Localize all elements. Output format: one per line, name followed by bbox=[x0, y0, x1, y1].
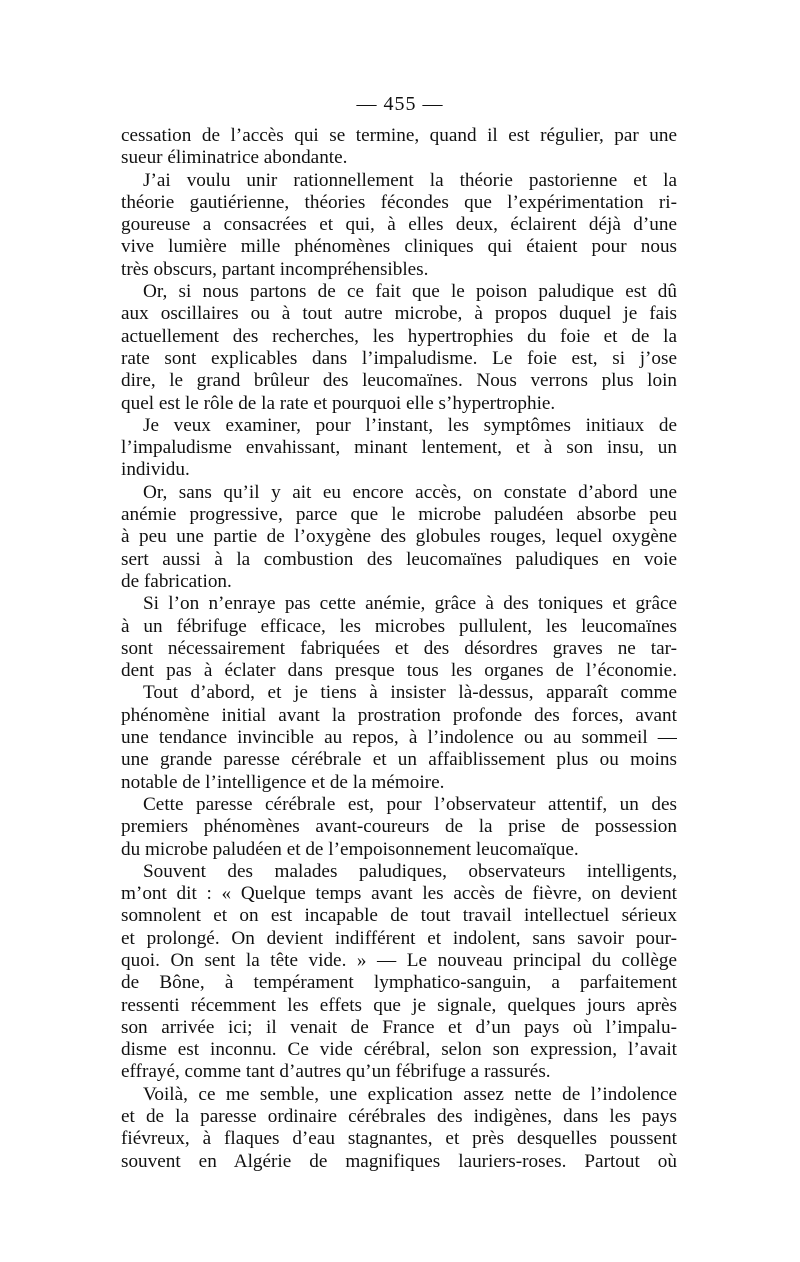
text-line: du microbe paludéen et de l’empoisonnement leucomaïque. bbox=[121, 838, 579, 860]
text-line: très obscurs, partant incompréhensibles. bbox=[121, 258, 429, 280]
text-line: m’ont dit : « Quelque temps avant les accès de fièvre, on devient bbox=[121, 883, 677, 905]
text-line: premiers phénomènes avant-coureurs de la prise de possession bbox=[121, 816, 677, 838]
text-line: notable de l’intelligence et de la mémoire. bbox=[121, 771, 445, 793]
text-line: Voilà, ce me semble, une explication assez nette de l’indolence bbox=[143, 1083, 677, 1105]
text-line: Or, sans qu’il y ait eu encore accès, on constate d’abord une bbox=[143, 481, 677, 503]
text-line: Je veux examiner, pour l’instant, les symptômes initiaux de bbox=[143, 414, 677, 436]
text-line: phénomène initial avant la prostration profonde des forces, avant bbox=[121, 704, 677, 726]
text-line: fiévreux, à flaques d’eau stagnantes, et près desquelles poussent bbox=[121, 1128, 677, 1150]
text-line: goureuse a consacrées et qui, à elles deux, éclairent déjà d’une bbox=[121, 214, 677, 236]
text-line: une grande paresse cérébrale et un affaiblissement plus ou moins bbox=[121, 749, 677, 771]
text-line: à un fébrifuge efficace, les microbes pullulent, les leucomaïnes bbox=[121, 615, 677, 637]
text-line: vive lumière mille phénomènes cliniques qui étaient pour nous bbox=[121, 236, 677, 258]
text-line: rate sont explicables dans l’impaludisme. Le foie est, si j’ose bbox=[121, 347, 677, 369]
text-line: dire, le grand brûleur des leucomaïnes. Nous verrons plus loin bbox=[121, 370, 677, 392]
text-line: quoi. On sent la tête vide. » — Le nouveau principal du collège bbox=[121, 949, 677, 971]
text-line: et prolongé. On devient indifférent et indolent, sans savoir pour- bbox=[121, 927, 677, 949]
text-line: actuellement des recherches, les hypertrophies du foie et de la bbox=[121, 325, 677, 347]
text-line: Souvent des malades paludiques, observateurs intelligents, bbox=[143, 860, 677, 882]
text-line: Tout d’abord, et je tiens à insister là-dessus, apparaît comme bbox=[143, 682, 677, 704]
text-line: l’impaludisme envahissant, minant lentement, et à son insu, un bbox=[121, 437, 677, 459]
text-line: sert aussi à la combustion des leucomaïnes paludiques en voie bbox=[121, 548, 677, 570]
text-line: une tendance invincible au repos, à l’indolence ou au sommeil — bbox=[121, 727, 677, 749]
text-line: de fabrication. bbox=[121, 570, 232, 592]
text-line: cessation de l’accès qui se termine, quand il est régulier, par une bbox=[121, 125, 677, 146]
body-text bbox=[121, 125, 677, 1173]
text-line: ressenti récemment les effets que je signale, quelques jours après bbox=[121, 994, 677, 1016]
text-line: dent pas à éclater dans presque tous les organes de l’économie. bbox=[121, 660, 677, 682]
text-line: à peu une partie de l’oxygène des globules rouges, lequel oxygène bbox=[121, 526, 677, 548]
text-line: de Bône, à tempérament lymphatico-sanguin, a parfaitement bbox=[121, 972, 677, 994]
text-line: disme est inconnu. Ce vide cérébral, selon son expression, l’avait bbox=[121, 1039, 677, 1061]
text-line: et de la paresse ordinaire cérébrales des indigènes, dans les pays bbox=[121, 1106, 677, 1128]
text-line: somnolent et on est incapable de tout travail intellectuel sérieux bbox=[121, 905, 677, 927]
page-number: — 455 — bbox=[356, 93, 444, 115]
text-line: aux oscillaires ou à tout autre microbe, à propos duquel je fais bbox=[121, 303, 677, 325]
text-line: sueur éliminatrice abondante. bbox=[121, 147, 348, 169]
text-line: théorie gautiérienne, théories fécondes que l’expérimentation ri- bbox=[121, 191, 677, 213]
text-line: anémie progressive, parce que le microbe paludéen absorbe peu bbox=[121, 504, 677, 526]
text-line: individu. bbox=[121, 459, 190, 481]
text-line: souvent en Algérie de magnifiques lauriers-roses. Partout où bbox=[121, 1150, 677, 1172]
text-line: effrayé, comme tant d’autres qu’un fébrifuge a rassurés. bbox=[121, 1061, 551, 1083]
text-line: Si l’on n’enraye pas cette anémie, grâce à des toniques et grâce bbox=[143, 593, 677, 615]
text-line: sont nécessairement fabriquées et des désordres graves ne tar- bbox=[121, 637, 677, 659]
text-line: quel est le rôle de la rate et pourquoi elle s’hypertrophie. bbox=[121, 392, 556, 414]
text-line: Or, si nous partons de ce fait que le poison paludique est dû bbox=[143, 281, 677, 303]
text-line: J’ai voulu unir rationnellement la théorie pastorienne et la bbox=[143, 169, 677, 191]
text-line: Cette paresse cérébrale est, pour l’observateur attentif, un des bbox=[143, 793, 677, 815]
text-line: son arrivée ici; il venait de France et d’un pays où l’impalu- bbox=[121, 1016, 677, 1038]
